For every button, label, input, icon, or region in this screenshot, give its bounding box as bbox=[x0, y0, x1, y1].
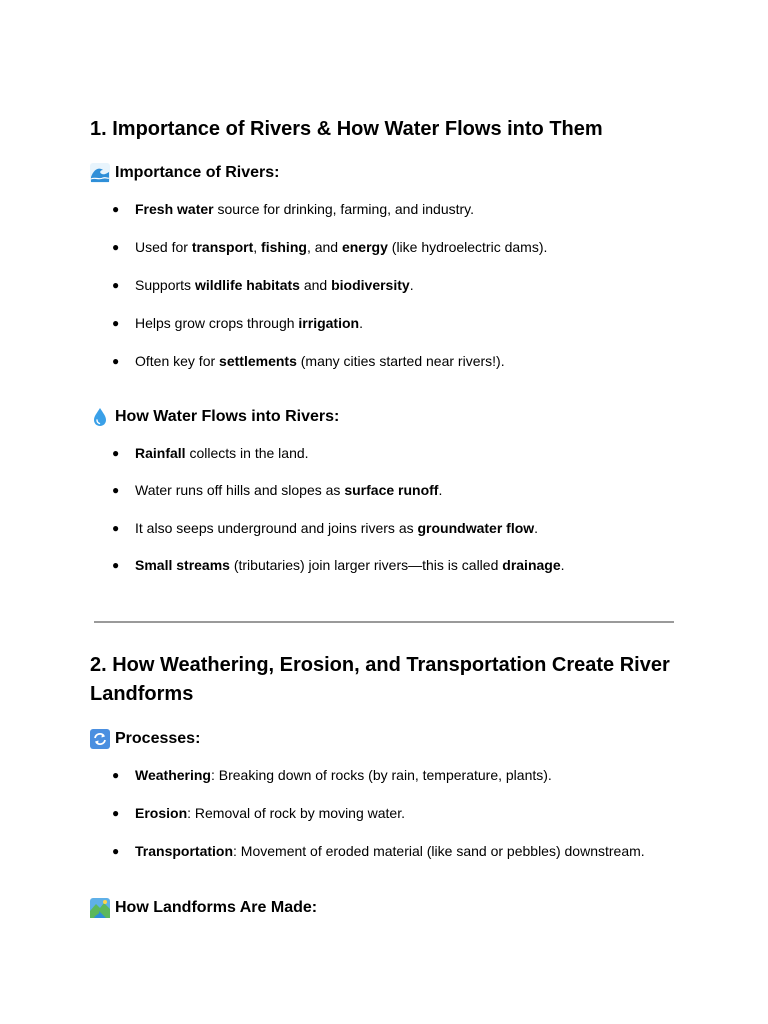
text: It also seeps underground and joins rivers as bbox=[135, 520, 418, 536]
text: (many cities started near rivers!). bbox=[296, 353, 505, 369]
list-item bbox=[90, 444, 690, 462]
text: . bbox=[359, 315, 363, 331]
bold-text: energy bbox=[341, 239, 388, 255]
bold-text: surface runoff bbox=[344, 482, 439, 498]
text: Used for bbox=[135, 239, 192, 255]
bullet: ● bbox=[112, 806, 120, 820]
text: : Movement of eroded material (like sand or pebbles) downstream. bbox=[233, 843, 645, 859]
bold-text: biodiversity bbox=[331, 277, 410, 293]
list-item bbox=[90, 200, 690, 218]
text: source for drinking, farming, and industry. bbox=[213, 201, 475, 217]
text: : Removal of rock by moving water. bbox=[187, 805, 405, 821]
droplet-icon bbox=[90, 407, 110, 427]
text: and bbox=[299, 277, 332, 293]
text: : Breaking down of rocks (by rain, temperature, plants). bbox=[210, 767, 552, 783]
list-item bbox=[90, 276, 690, 294]
landforms-heading-text: How Landforms Are Made: bbox=[115, 899, 318, 916]
horizontal-rule bbox=[94, 621, 674, 623]
cycle-arrows-icon bbox=[90, 729, 110, 749]
text: . bbox=[409, 277, 414, 293]
bold-text: Fresh water bbox=[135, 201, 214, 217]
bold-text: groundwater flow bbox=[417, 520, 535, 536]
flow-heading bbox=[90, 407, 339, 427]
text: . bbox=[534, 520, 539, 536]
bold-text: Rainfall bbox=[135, 445, 186, 461]
list-item bbox=[90, 556, 690, 574]
text: . bbox=[438, 482, 443, 498]
bold-text: Erosion bbox=[135, 805, 188, 821]
text: (like hydroelectric dams). bbox=[387, 239, 548, 255]
text: collects in the land. bbox=[185, 445, 309, 461]
bold-text: drainage bbox=[502, 557, 561, 573]
list-item bbox=[90, 352, 690, 370]
wave-icon bbox=[90, 163, 110, 183]
list-item bbox=[90, 481, 690, 499]
bold-text: settlements bbox=[219, 353, 297, 369]
bullet: ● bbox=[112, 240, 120, 254]
importance-heading-text: Importance of Rivers: bbox=[115, 164, 280, 181]
text: Helps grow crops through bbox=[135, 315, 299, 331]
text: , and bbox=[306, 239, 342, 255]
bold-text: Weathering bbox=[135, 767, 211, 783]
bold-text: irrigation bbox=[298, 315, 360, 331]
text: Water runs off hills and slopes as bbox=[135, 482, 345, 498]
processes-heading bbox=[90, 729, 200, 749]
list-item bbox=[90, 238, 690, 256]
bullet: ● bbox=[112, 558, 120, 572]
processes-heading-text: Processes: bbox=[115, 730, 201, 747]
bullet: ● bbox=[112, 278, 120, 292]
landscape-icon bbox=[90, 898, 110, 918]
list-item bbox=[90, 766, 690, 784]
list-item bbox=[90, 314, 690, 332]
bullet: ● bbox=[112, 446, 120, 460]
bold-text: fishing bbox=[261, 239, 307, 255]
section-2-title: 2. How Weathering, Erosion, and Transportation Create River Landforms bbox=[90, 654, 670, 705]
bold-text: Transportation bbox=[135, 843, 234, 859]
bullet: ● bbox=[112, 483, 120, 497]
flow-heading-text: How Water Flows into Rivers: bbox=[115, 408, 340, 425]
bold-text: Small streams bbox=[135, 557, 230, 573]
bullet: ● bbox=[112, 316, 120, 330]
text: Often key for bbox=[135, 353, 220, 369]
list-item bbox=[90, 804, 690, 822]
section-1-title: 1. Importance of Rivers & How Water Flows into Them bbox=[90, 118, 603, 140]
list-item bbox=[90, 519, 690, 537]
bullet: ● bbox=[112, 202, 120, 216]
flow-list bbox=[90, 444, 690, 574]
importance-heading bbox=[90, 163, 279, 183]
bullet: ● bbox=[112, 354, 120, 368]
importance-list bbox=[90, 200, 690, 370]
bold-text: transport bbox=[191, 239, 254, 255]
bullet: ● bbox=[112, 768, 120, 782]
text: (tributaries) join larger rivers—this is called bbox=[229, 557, 503, 573]
list-item bbox=[90, 842, 690, 860]
bold-text: wildlife habitats bbox=[194, 277, 300, 293]
processes-list bbox=[90, 766, 690, 860]
text: . bbox=[560, 557, 565, 573]
text: Supports bbox=[135, 277, 195, 293]
text: , bbox=[253, 239, 262, 255]
bullet: ● bbox=[112, 844, 120, 858]
landforms-heading bbox=[90, 898, 317, 918]
bullet: ● bbox=[112, 521, 120, 535]
